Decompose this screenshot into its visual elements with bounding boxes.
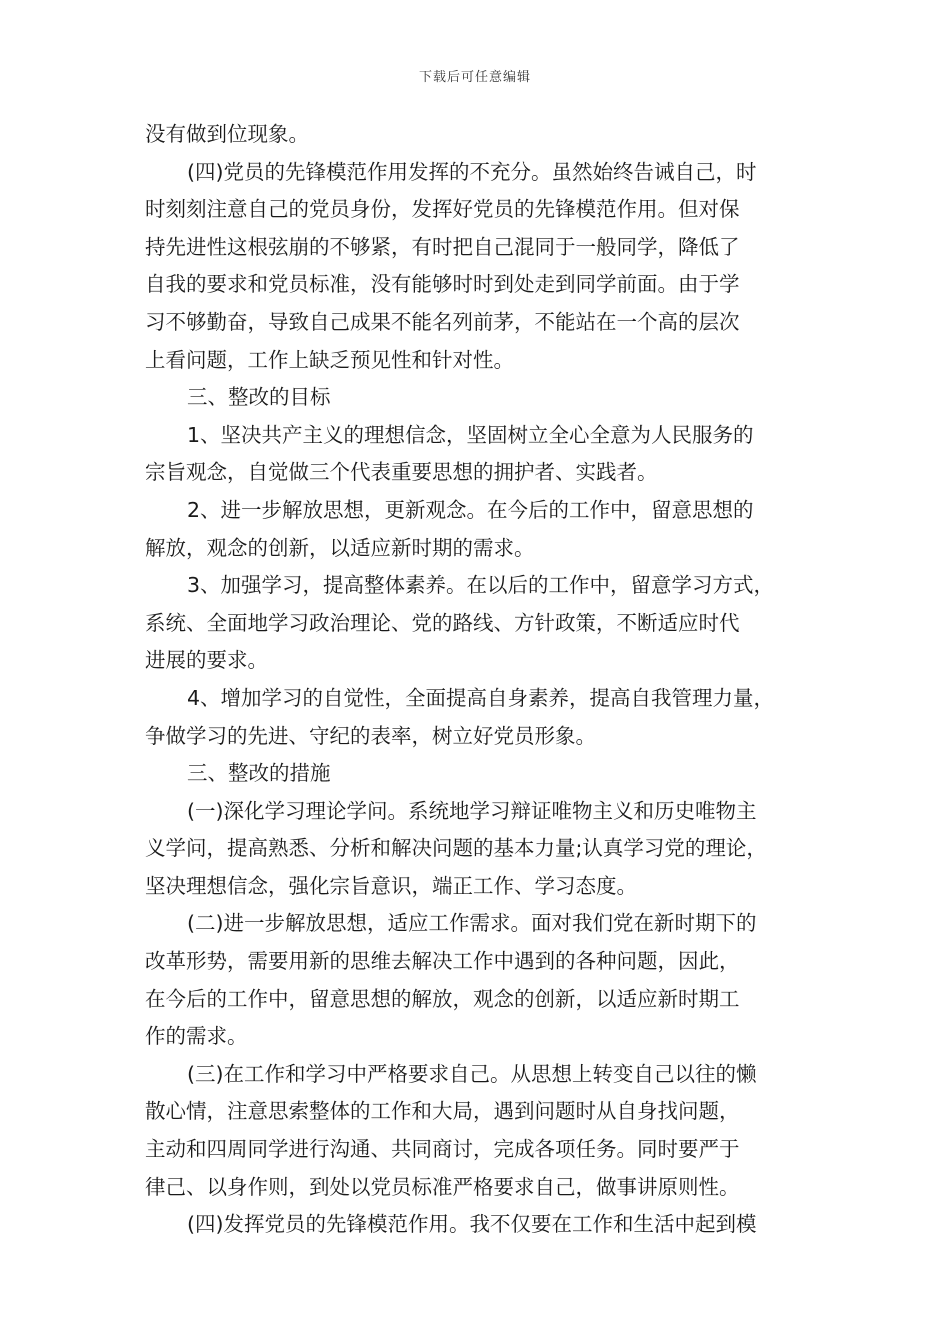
text-line: 散心情，注意思索整体的工作和大局，遇到问题时从自身找问题， — [145, 1099, 740, 1124]
text-line: (四)党员的先锋模范作用发挥的不充分。虽然始终告诫自己，时 — [187, 159, 757, 184]
text-line: 在今后的工作中，留意思想的解放，观念的创新，以适应新时期工 — [145, 986, 740, 1011]
text-line: 4、增加学习的自觉性，全面提高自身素养，提高自我管理力量， — [187, 685, 775, 710]
text-line: (一)深化学习理论学问。系统地学习辩证唯物主义和历史唯物主 — [187, 798, 757, 823]
text-line: 自我的要求和党员标准，没有能够时时到处走到同学前面。由于学 — [145, 272, 740, 297]
text-line: 时刻刻注意自己的党员身份，发挥好党员的先锋模范作用。但对保 — [145, 197, 740, 222]
text-line: (四)发挥党员的先锋模范作用。我不仅要在工作和生活中起到模 — [187, 1212, 757, 1237]
text-line: 习不够勤奋，导致自己成果不能名列前茅，不能站在一个高的层次 — [145, 309, 740, 334]
text-line: 3、加强学习，提高整体素养。在以后的工作中，留意学习方式， — [187, 573, 775, 598]
text-line: 没有做到位现象。 — [145, 122, 309, 146]
text-line: 系统、全面地学习政治理论、党的路线、方针政策，不断适应时代 — [145, 610, 740, 635]
text-line: (三)在工作和学习中严格要求自己。从思想上转变自己以往的懒 — [187, 1061, 757, 1086]
text-line: 三、整改的措施 — [187, 761, 331, 786]
text-line: 作的需求。 — [145, 1024, 248, 1049]
text-line: 2、进一步解放思想，更新观念。在今后的工作中，留意思想的 — [187, 497, 754, 522]
text-line: (二)进一步解放思想，适应工作需求。面对我们党在新时期下的 — [187, 911, 757, 936]
text-line: 争做学习的先进、守纪的表率，树立好党员形象。 — [145, 723, 596, 748]
text-line: 主动和四周同学进行沟通、共同商讨，完成各项任务。同时要严于 — [145, 1137, 740, 1162]
text-line: 坚决理想信念，强化宗旨意识，端正工作、学习态度。 — [145, 873, 637, 898]
text-line: 1、坚决共产主义的理想信念，坚固树立全心全意为人民服务的 — [187, 422, 754, 447]
text-line: 义学问，提高熟悉、分析和解决问题的基本力量;认真学习党的理论， — [145, 836, 767, 861]
text-line: 进展的要求。 — [145, 648, 268, 673]
text-line: 律己、以身作则，到处以党员标准严格要求自己，做事讲原则性。 — [145, 1174, 740, 1199]
text-line: 解放，观念的创新，以适应新时期的需求。 — [145, 535, 535, 560]
text-line: 改革形势，需要用新的思维去解决工作中遇到的各种问题，因此， — [145, 949, 740, 974]
header-note: 下载后可任意编辑 — [418, 70, 531, 85]
document-body — [145, 116, 810, 1244]
text-line: 三、整改的目标 — [187, 385, 331, 410]
text-line: 持先进性这根弦崩的不够紧，有时把自己混同于一般同学，降低了 — [145, 234, 740, 259]
text-line: 宗旨观念，自觉做三个代表重要思想的拥护者、实践者。 — [145, 460, 658, 485]
text-line: 上看问题，工作上缺乏预见性和针对性。 — [145, 347, 514, 372]
